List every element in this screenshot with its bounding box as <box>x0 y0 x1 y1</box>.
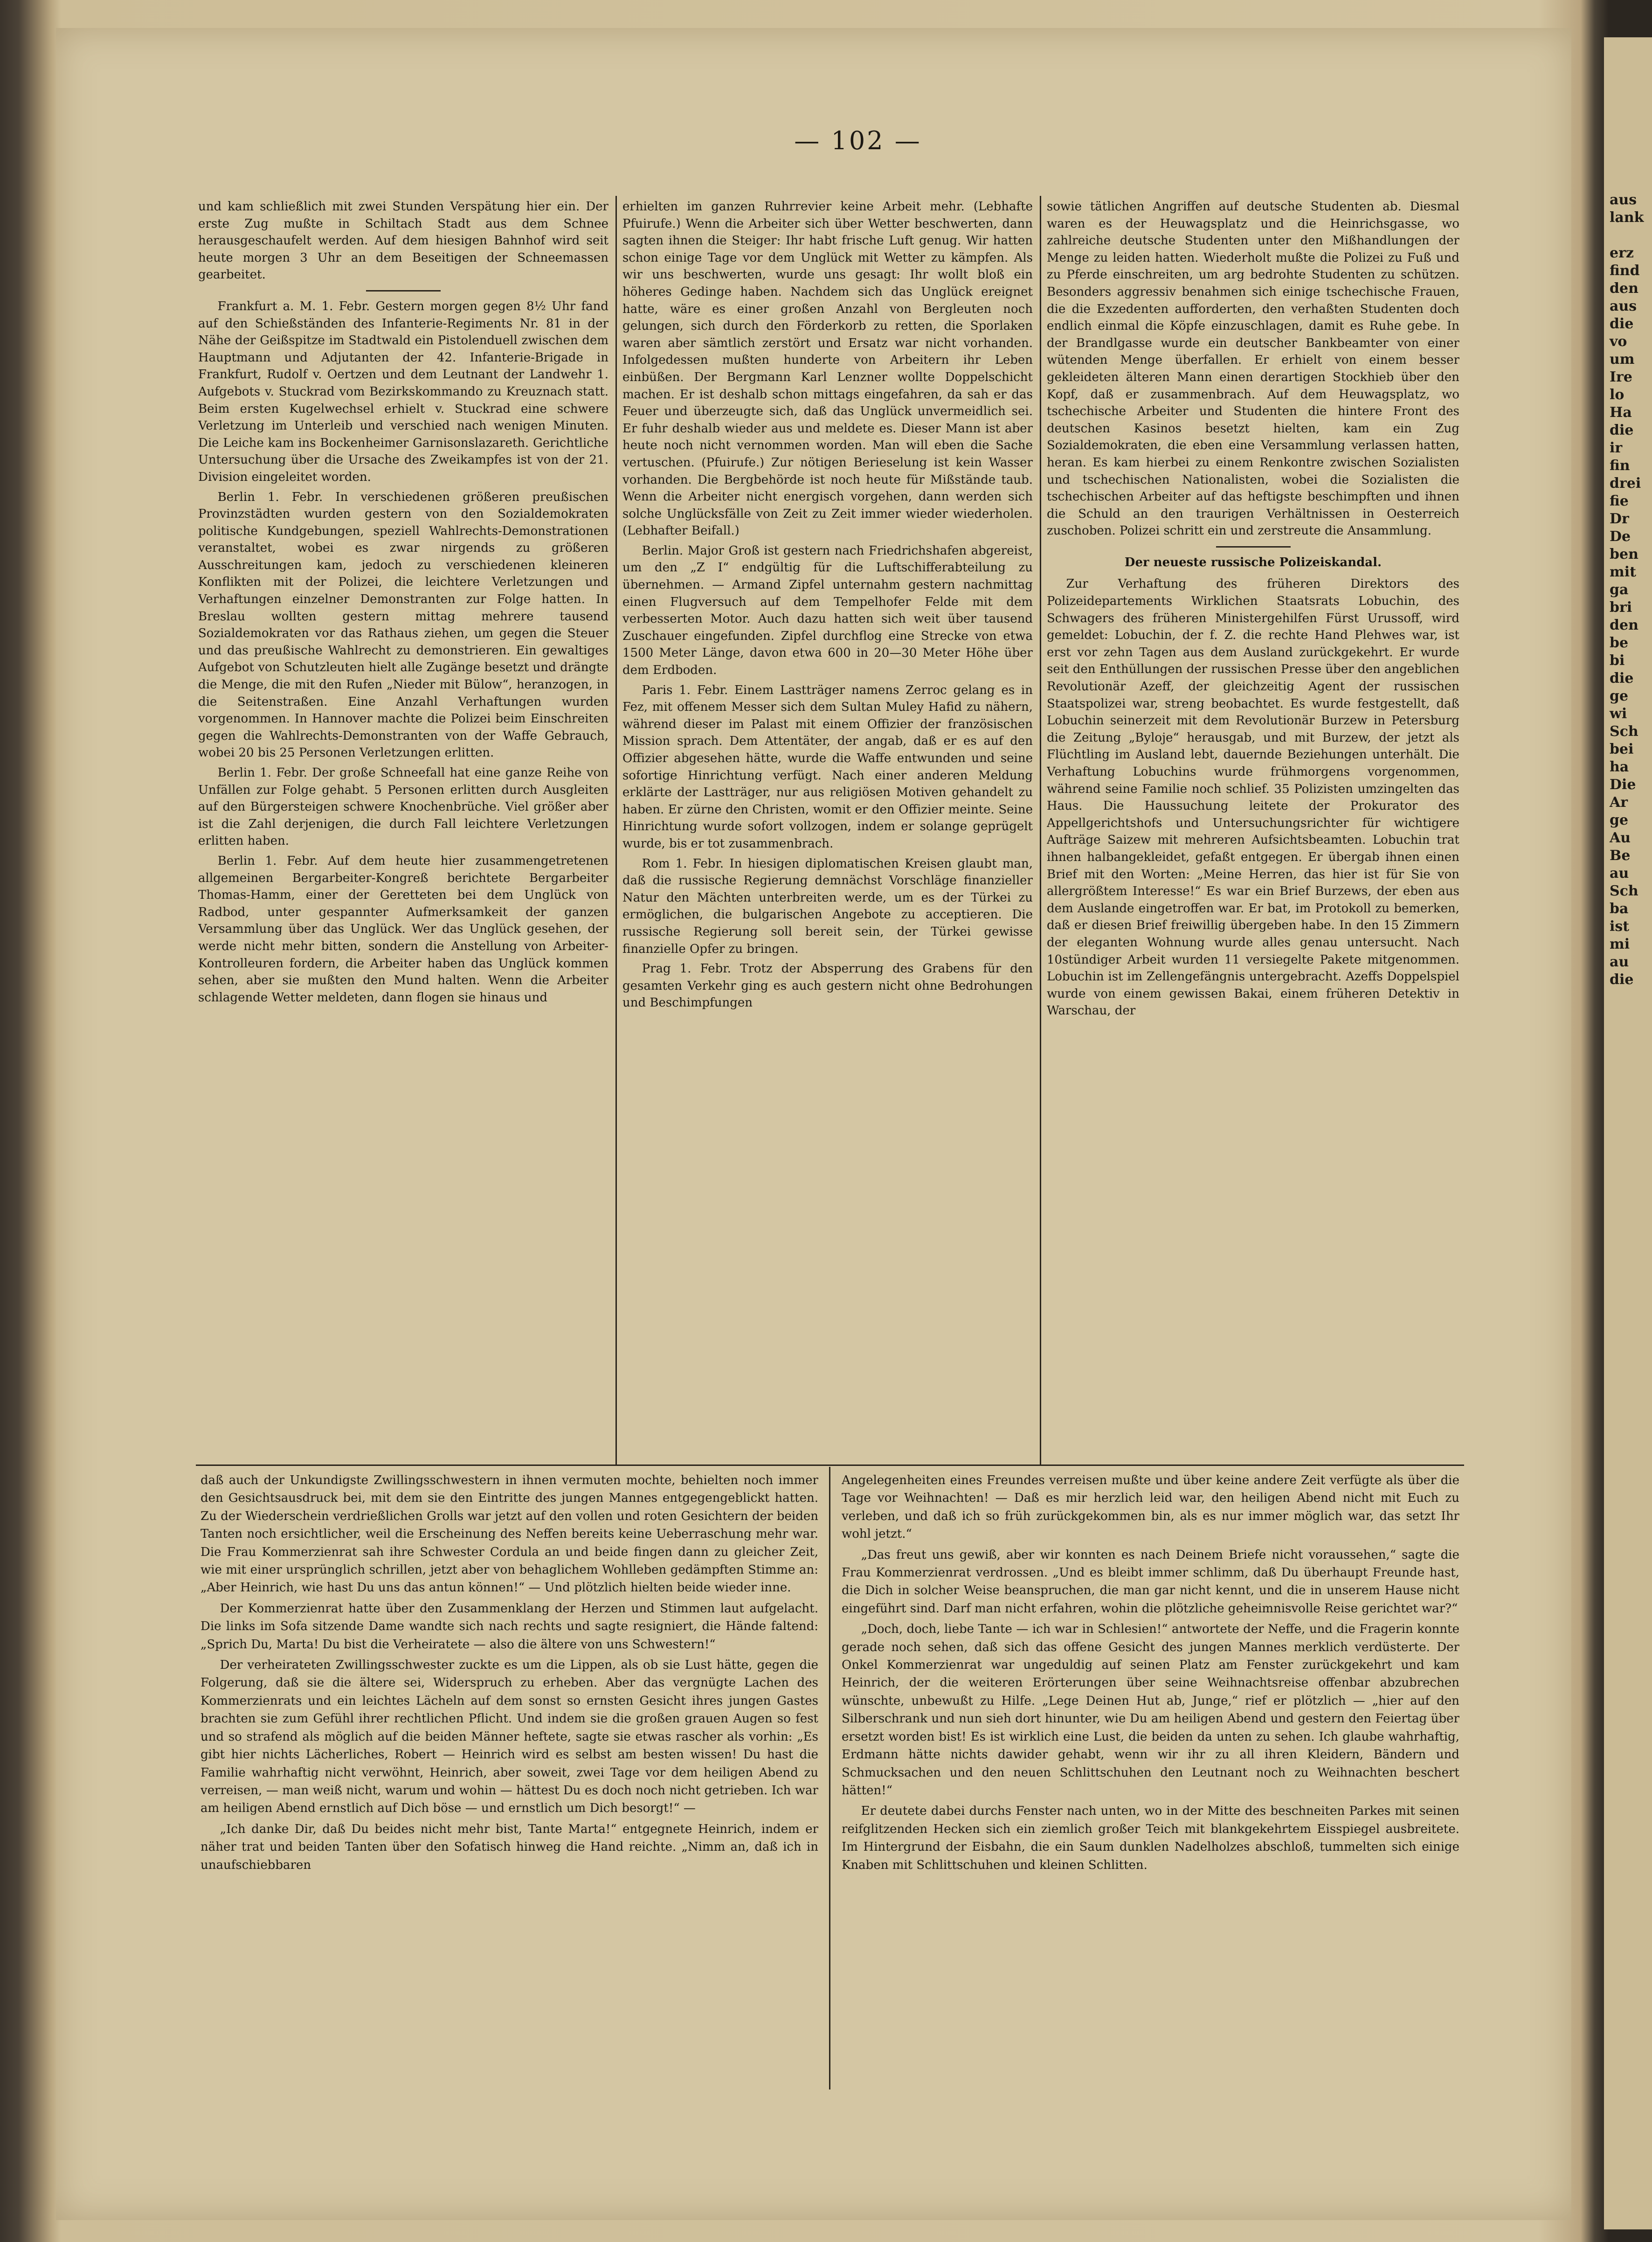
adjacent-page-fragment: ga <box>1610 582 1629 598</box>
paragraph: Der verheirateten Zwillingsschwester zuckte es um die Lippen, als ob sie Lust hätte, gegen die Folgerung, daß sie die ältere sei, Widerspruch zu erheben. Aber das vergnügte Lachen des Kommerzienrats und ein leichtes Lächeln auf dem sonst so ernsten Gesicht ihres jungen Gastes brachten sie zum Gefühl ihrer rechtlichen Pflicht. Und indem sie die großen grauen Augen so fest und so strafend als möglich auf die beiden Männer heftete, sagte sie etwas rascher als vorhin: „Es gibt hier nichts Lächerliches, Robert — Heinrich wird es selbst am besten wissen! Du hast die Familie wahrhaftig nicht verwöhnt, Heinrich, aber soweit, zwei Tage vor dem heiligen Abend zu verreisen, — man weiß nicht, warum und wohin — hättest Du es doch noch nicht getrieben. Ich war am heiligen Abend ernstlich auf Dich böse — und ernstlich um Dich besorgt!“ — <box>200 1658 818 1816</box>
column-1 <box>198 198 608 1465</box>
adjacent-page-fragment: fin <box>1610 458 1630 474</box>
adjacent-page-fragment: be <box>1610 635 1629 651</box>
adjacent-page-fragment: ist <box>1610 918 1630 935</box>
news-item-frankfurt: Frankfurt a. M. 1. Febr. Gestern morgen gegen 8½ Uhr fand auf den Schießständen des Infanterie-Regiments Nr. 81 in der Nähe der Geißspitze im Stadtwald ein Pistolenduell zwischen dem Hauptmann und Adjutanten der 42. Infanterie-Brigade in Frankfurt, Rudolf v. Oertzen und dem Leutnant der Landwehr 1. Aufgebots v. Stuckrad vom Bezirkskommando zu Kreuznach statt. Beim ersten Kugelwechsel erhielt v. Stuckrad eine schwere Verletzung im Unterleib und verschied nach wenigen Minuten. Die Leiche kam ins Bockenheimer Garnisonslazareth. Gerichtliche Untersuchung über die Ursache des Zweikampfes ist von der 21. Division eingeleitet worden. <box>198 299 608 484</box>
column-divider <box>829 1467 830 2089</box>
news-item-prague: Prag 1. Febr. Trotz der Absperrung des Grabens für den gesamten Verkehr ging es auch gestern nicht ohne Bedrohungen und Beschimpfungen <box>622 962 1033 1010</box>
adjacent-page-fragment: ir <box>1610 440 1623 456</box>
feuilleton-column-2 <box>842 1472 1459 2087</box>
paragraph: Der Kommerzienrat hatte über den Zusammenklang der Herzen und Stimmen laut aufgelacht. Die links im Sofa sitzende Dame wandte sich nach rechts und sagte resigniert, die Hände faltend: „Sprich Du, Marta! Du bist die Verheiratete — also die ältere von uns Schwestern!“ <box>200 1601 818 1652</box>
adjacent-page-fragment: bei <box>1610 741 1634 757</box>
adjacent-page-fragment: bi <box>1610 652 1625 669</box>
adjacent-page-fragment: Be <box>1610 847 1631 864</box>
adjacent-page-fragment: wi <box>1610 706 1627 722</box>
adjacent-page-fragment: au <box>1610 865 1629 882</box>
adjacent-page-edge <box>1604 37 1652 2229</box>
section-divider <box>196 1465 1464 1466</box>
paragraph: daß auch der Unkundigste Zwillingsschwestern in ihnen vermuten mochte, behielten noch immer den Gesichtsausdruck bei, mit dem sie den Eintritte des jungen Mannes entgegengeblickt hatten. Zu der Wiederschein verdrießlichen Grolls war jetzt auf den vollen und roten Gesichtern der beiden Tanten noch ersichtlicher, weil die Erscheinung des Neffen bereits keine Ueberraschung mehr war. Die Frau Kommerzienrat sah ihre Schwester Cordula an und beide fingen dann zu gleicher Zeit, wie mit einer ursprünglich schrillen, jetzt aber von behaglichem Wohlleben gedämpften Stimme an: „Aber Heinrich, wie hast Du uns das antun können!“ — Und plötzlich hielten beide wieder inne. <box>200 1473 818 1595</box>
adjacent-page-fragment: Sch <box>1610 883 1638 899</box>
adjacent-page-fragment <box>1604 227 1652 244</box>
paragraph: sowie tätlichen Angriffen auf deutsche Studenten ab. Diesmal waren es der Heuwagsplatz und die Heinrichsgasse, wo zahlreiche deutsche Studenten unter den Mißhandlungen der Menge zu leiden hatten. Wiederholt mußte die Polizei zu Fuß und zu Pferde einschreiten, um arg bedrohte Studenten zu schützen. Besonders aggressiv benahmen sich einige tschechische Frauen, die die Exzedenten aufforderten, den verhaßten Studenten doch endlich einmal die Köpfe einzuschlagen, damit es Ruhe gebe. In der Brandlgasse wurde ein deutscher Bankbeamter von einer wütenden Menge überfallen. Er erhielt von einem besser gekleideten älteren Mann einen derartigen Stockhieb über den Kopf, daß er zusammenbrach. Auf dem Heuwagsplatz, wo tschechische Arbeiter und Studenten die hintere Front des deutschen Kasinos besetzt hielten, kam ein Zug Sozialdemokraten, die eben eine Versammlung verlassen hatten, heran. Es kam hierbei zu einem Renkontre zwischen Sozialisten und tschechischen Nationalisten, wobei die Sozialisten die tschechischen Arbeiter auf das heftigste beschimpften und ihnen die Schuld an den traurigen Verhältnissen in Oesterreich zuschoben. Polizei schritt ein und zerstreute die Ansammlung. <box>1047 200 1459 538</box>
adjacent-page-fragment: aus <box>1610 192 1637 208</box>
adjacent-page-fragment: vo <box>1610 333 1627 350</box>
adjacent-page-fragment: Ha <box>1610 404 1632 421</box>
news-item-russian-police: Zur Verhaftung des früheren Direktors des Polizeidepartements Wirklichen Staatsrats Lobuchin, des Schwagers des früheren Ministergehilfen Fürst Urussoff, wird gemeldet: Lobuchin, der f. Z. die rechte Hand Plehwes war, ist erst vor zehn Tagen aus dem Ausland zurückgekehrt. Er wurde seit den Enthüllungen der russischen Presse über den angeblichen Revolutionär Azeff, der gleichzeitig Agent der russischen Staatspolizei war, streng beobachtet. Es wurde festgestellt, daß Lobuchin seinerzeit mit dem Revolutionär Burzew in Petersburg die Zeitung „Byloje“ herausgab, und mit Burzew, der jetzt als Flüchtling im Ausland lebt, dauernde Beziehungen unterhält. Die Verhaftung Lobuchins wurde frühmorgens vorgenommen, während seine Familie noch schlief. 35 Polizisten umzingelten das Haus. Die Haussuchung leitete der Prokurator des Appellgerichtshofs und Untersuchungsrichter für wichtigere Aufträge Saizew mit mehreren Aufsichtsbeamten. Lobuchin trat ihnen halbangekleidet, gefaßt entgegen. Er übergab ihnen einen Brief mit den Worten: „Meine Herren, das hier ist für Sie von allergrößtem Interesse!“ Es war ein Brief Burzews, der eben aus dem Auslande eingetroffen war. Er bat, im Protokoll zu bemerken, daß er diesen Brief freiwillig übergeben habe. In den 15 Zimmern der eleganten Wohnung wurde alles genau untersucht. Nach 10stündiger Arbeit wurden 11 versiegelte Pakete mitgenommen. Lobuchin ist im Zellengefängnis untergebracht. Azeffs Doppelspiel wurde von einem gewissen Bakai, einem früheren Detektiv in Warschau, der <box>1047 577 1459 1018</box>
paragraph: Angelegenheiten eines Freundes verreisen mußte und über keine andere Zeit verfügte als über die Tage vor Weihnachten! — Daß es mir herzlich leid war, den heiligen Abend nicht mit Euch zu verleben, und daß ich so früh zurückgekommen bin, als es nur immer möglich war, das setzt Ihr wohl jetzt.“ <box>842 1473 1459 1541</box>
column-divider <box>615 196 617 1465</box>
news-item-berlin-aviation: Berlin. Major Groß ist gestern nach Friedrichshafen abgereist, um den „Z I“ endgültig für die Luftschifferabteilung zu übernehmen. — Armand Zipfel unternahm gestern nachmittag einen Flugversuch auf dem Tempelhofer Felde mit dem verbesserten Motor. Auch dazu hatten sich weit über tausend Zuschauer eingefunden. Zipfel durchflog eine Strecke von etwa 1500 Meter Länge, davon etwa 600 in 20—30 Meter Höhe über dem Erdboden. <box>622 543 1033 678</box>
feuilleton-column-1 <box>200 1472 818 2087</box>
adjacent-page-fragment: Ar <box>1610 794 1628 811</box>
adjacent-page-fragment: die <box>1610 670 1634 687</box>
paragraph: „Das freut uns gewiß, aber wir konnten es nach Deinem Briefe nicht voraussehen,“ sagte die Frau Kommerzienrat verdrossen. „Und es bleibt immer schlimm, daß Du überhaupt Freunde hast, die Dich in solcher Weise beanspruchen, die man gar nicht kennt, und die in unserem Hause nicht eingeführt sind. Darf man nicht erfahren, wohin die plötzliche geheimnisvolle Reise gerichtet war?“ <box>842 1548 1459 1616</box>
adjacent-page-fragment: ha <box>1610 759 1629 775</box>
paragraph: Er deutete dabei durchs Fenster nach unten, wo in der Mitte des beschneiten Parkes mit seinen reifglitzenden Hecken sich ein ziemlich großer Teich mit blankgekehrtem Eisspiegel ausbreitete. Im Hintergrund der Eisbahn, die ein Saum dunklen Nadelholzes abschloß, tummelten sich einige Knaben mit Schlittschuhen und kleinen Schlitten. <box>842 1804 1459 1872</box>
adjacent-page-fragment: die <box>1610 422 1634 438</box>
adjacent-page-fragment: Die <box>1610 777 1636 793</box>
adjacent-page-fragment: den <box>1610 280 1638 297</box>
column-3 <box>1047 198 1459 1465</box>
adjacent-page-fragment: ba <box>1610 901 1629 917</box>
news-item-berlin-snowfall: Berlin 1. Febr. Der große Schneefall hat eine ganze Reihe von Unfällen zur Folge gehabt. 5 Personen erlitten durch Ausgleiten auf den Bürgersteigen schwere Knochenbrüche. Viel größer aber ist die Zahl derjenigen, die durch Fall leichtere Verletzungen erlitten haben. <box>198 766 608 848</box>
adjacent-page-fragment: Ire <box>1610 369 1632 385</box>
news-item-berlin-demonstrations: Berlin 1. Febr. In verschiedenen größeren preußischen Provinzstädten wurden gestern von den Sozialdemokraten politische Kundgebungen, speziell Wahlrechts-Demonstrationen veranstaltet, wobei es zwar nirgends zu größeren Ausschreitungen kam, jedoch zu verschiedenen kleineren Konflikten mit der Polizei, die leichtere Verletzungen und Verhaftungen einzelner Demonstranten zur Folge hatten. In Breslau wollten gestern mittag mehrere tausend Sozialdemokraten vor das Rathaus ziehen, um gegen die Steuer und das preußische Wahlrecht zu demonstrieren. Ein gewaltiges Aufgebot von Schutzleuten hielt alle Zugänge besetzt und drängte die Menge, die mit den Rufen „Nieder mit Bülow“, heranzogen, in die Seitenstraßen. Eine Anzahl Verhaftungen wurden vorgenommen. In Hannover machte die Polizei beim Einschreiten gegen die Wahlrechts-Demonstranten von der Waffe Gebrauch, wobei 20 bis 25 Personen Verletzungen erlitten. <box>198 490 608 760</box>
adjacent-page-fragment: Au <box>1610 830 1631 846</box>
adjacent-page-fragment: lo <box>1610 387 1624 403</box>
adjacent-page-fragment: find <box>1610 263 1640 279</box>
adjacent-page-fragment: ben <box>1610 546 1638 562</box>
adjacent-page-fragment: aus <box>1610 298 1637 314</box>
page-number: — 102 — <box>794 126 922 155</box>
divider <box>1216 546 1291 548</box>
adjacent-page-fragment: den <box>1610 617 1638 633</box>
paragraph: und kam schließlich mit zwei Stunden Verspätung hier ein. Der erste Zug mußte in Schiltach Stadt aus dem Schnee herausgeschaufelt werden. Auf dem hiesigen Bahnhof wird seit heute morgen 3 Uhr an dem Beseitigen der Schneemassen gearbeitet. <box>198 200 608 282</box>
adjacent-page-fragment: die <box>1610 972 1634 988</box>
column-divider <box>1040 196 1041 1465</box>
column-2 <box>622 198 1033 1465</box>
adjacent-page-fragment: erz <box>1610 245 1634 261</box>
adjacent-page-fragment: ge <box>1610 688 1629 704</box>
adjacent-page-fragment: die <box>1610 316 1634 332</box>
adjacent-page-fragment: ge <box>1610 812 1629 828</box>
adjacent-page-fragment: mi <box>1610 936 1630 952</box>
adjacent-page-fragment: Sch <box>1610 723 1638 740</box>
adjacent-page-fragment: mit <box>1610 564 1636 580</box>
paragraph: „Doch, doch, liebe Tante — ich war in Schlesien!“ antwortete der Neffe, und die Fragerin konnte gerade noch sehen, daß sich das offene Gesicht des jungen Mannes merklich verdüsterte. Der Onkel Kommerzienrat war ungeduldig auf seinen Platz am Fenster zurückgekehrt und kam Heinrich, der die weiteren Erörterungen über seine Weihnachtsreise offenbar abzubrechen wünschte, unbewußt zu Hilfe. „Lege Deinen Hut ab, Junge,“ rief er plötzlich — „hier auf den Silberschrank und nun sieh dort hinunter, wie Du am heiligen Abend und gestern den Feiertag über ersetzt worden bist! Es ist wirklich eine Lust, die beiden da unten zu sehen. Ich glaube wahrhaftig, Erdmann hätte nichts dawider gehabt, wenn wir ihr zu all ihren Kleidern, Bändern und Schmucksachen und den neuen Schlittschuhen den Leutnant noch zu Weihnachten beschert hätten!“ <box>842 1622 1459 1798</box>
article-heading: Der neueste russische Polizeiskandal. <box>1124 555 1382 569</box>
news-item-rome: Rom 1. Febr. In hiesigen diplomatischen Kreisen glaubt man, daß die russische Regierung demnächst Vorschläge finanzieller Natur den Mächten unterbreiten werde, um es der Türkei zu ermöglichen, die bulgarischen Angebote zu acceptieren. Die russische Regierung soll bereit sein, der Türkei gewisse finanzielle Opfer zu bringen. <box>622 856 1033 956</box>
adjacent-page-fragment: fie <box>1610 493 1629 509</box>
divider <box>366 290 441 292</box>
adjacent-page-fragment: bri <box>1610 599 1632 616</box>
news-item-paris: Paris 1. Febr. Einem Lastträger namens Zerroc gelang es in Fez, mit offenem Messer sich dem Sultan Muley Hafid zu nähern, während dieser im Palast mit einem Offizier der französischen Mission sprach. Dem Attentäter, der angab, daß er es auf den Offizier abgesehen hätte, wurde die Waffe entwunden und seine sofortige Hinrichtung verfügt. Nach einer anderen Meldung erklärte der Lastträger, nur aus religiösen Motiven gehandelt zu haben. Er zürne den Christen, womit er den Offizier meinte. Seine Hinrichtung wurde sofort vollzogen, indem er solange geprügelt wurde, bis er tot zusammenbrach. <box>622 683 1033 851</box>
adjacent-page-fragment: lank <box>1610 209 1644 226</box>
adjacent-page-fragment: um <box>1610 351 1635 368</box>
paragraph: erhielten im ganzen Ruhrrevier keine Arbeit mehr. (Lebhafte Pfuirufe.) Wenn die Arbeiter sich über Wetter beschwerten, dann sagten ihnen die Steiger: Ihr habt frische Luft genug. Wir hatten schon einige Tage vor dem Unglück mit Wetter zu kämpfen. Als wir uns beschwerten, wurde uns gesagt: Ihr wollt bloß ein höheres Gedinge haben. Nachdem sich das Unglück ereignet hatte, wäre es einer großen Anzahl von Bergleuten noch gelungen, sich durch den Förderkorb zu retten, die Sporlaken waren aber sämtlich zerstört und Ersatz war nicht vorhanden. Infolgedessen mußten hunderte von Arbeitern ihr Leben einbüßen. Der Bergmann Karl Lenzner wollte Doppelschicht machen. Er ist deshalb schon mittags eingefahren, da sah er das Feuer und überzeugte sich, daß das Unglück unvermeidlich sei. Er fuhr deshalb wieder aus und meldete es. Dieser Mann ist aber heute noch nicht vernommen worden. Man will eben die Sache vertuschen. (Pfuirufe.) Zur nötigen Berieselung ist kein Wasser vorhanden. Die Bergbehörde ist noch heute für Mißstände taub. Wenn die Arbeiter nicht energisch vorgehen, dann werden sich solche Unglücksfälle von Zeit zu Zeit immer wieder wiederholen. (Lebhafter Beifall.) <box>622 200 1033 538</box>
adjacent-page-fragment: au <box>1610 954 1629 970</box>
adjacent-page-fragment: Dr <box>1610 511 1629 527</box>
news-item-berlin-miners: Berlin 1. Febr. Auf dem heute hier zusammengetretenen allgemeinen Bergarbeiter-Kongreß berichtete Bergarbeiter Thomas-Hamm, einer der Geretteten bei dem Unglück von Radbod, unter gespannter Aufmerksamkeit der ganzen Versammlung über das Unglück. Wer das Unglück gesehen, der werde nicht mehr bitten, sondern die Anstellung von Arbeiter-Kontrolleuren fordern, die Arbeiter haben das Unglück kommen sehen, aber sie mußten den Mund halten. Wenn die Arbeiter schlagende Wetter meldeten, dann flogen sie hinaus und <box>198 854 608 1005</box>
paragraph: „Ich danke Dir, daß Du beides nicht mehr bist, Tante Marta!“ entgegnete Heinrich, indem er näher trat und beiden Tanten über den Sofatisch hinweg die Hand reichte. „Nimm an, daß ich in unaufschiebbaren <box>200 1822 818 1872</box>
adjacent-page-fragment: De <box>1610 528 1631 545</box>
adjacent-page-fragment: drei <box>1610 475 1641 492</box>
